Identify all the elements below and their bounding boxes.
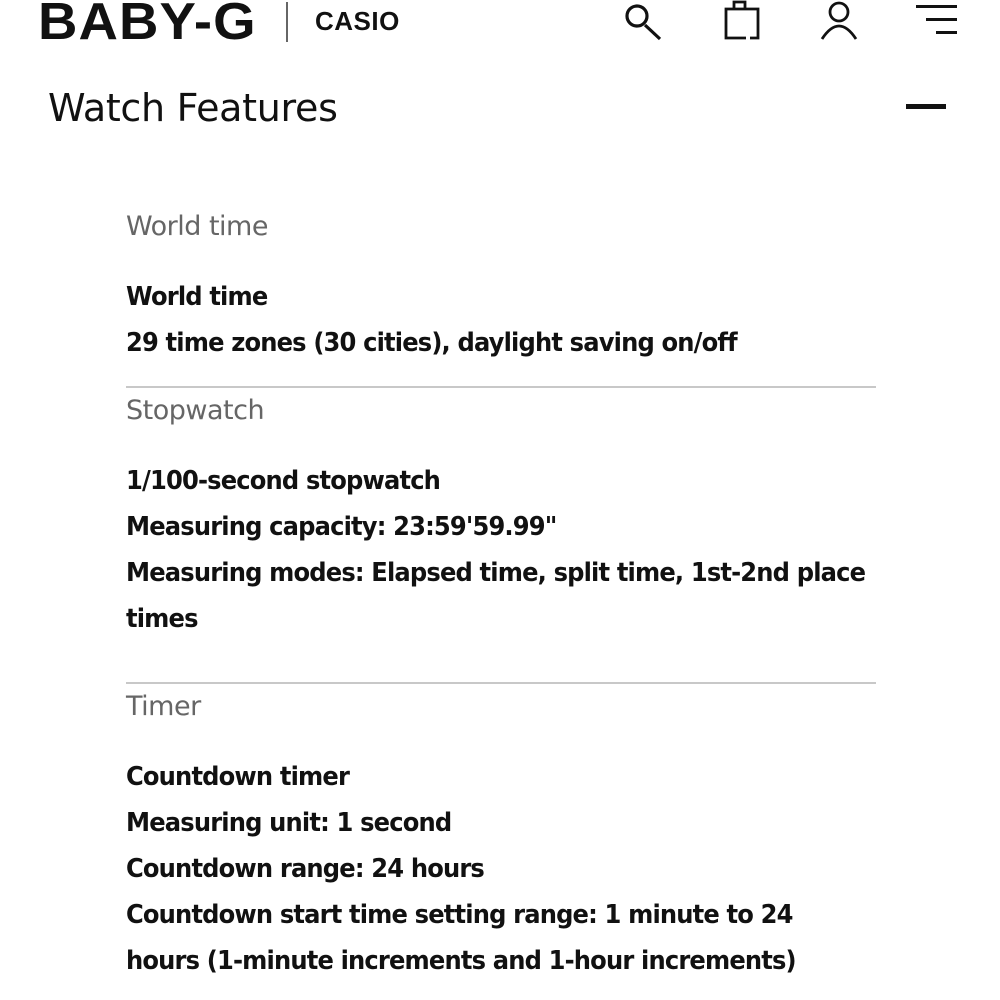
site-header xyxy=(0,0,1000,60)
logo-divider xyxy=(286,2,288,42)
feature-group-stopwatch xyxy=(126,388,876,684)
baby-g-logo[interactable]: BABY-G xyxy=(38,0,257,51)
search-icon[interactable] xyxy=(620,0,668,46)
feature-line: 1/100-second stopwatch xyxy=(126,466,441,496)
feature-line: Measuring unit: 1 second xyxy=(126,808,452,838)
account-icon[interactable] xyxy=(818,0,862,44)
feature-line: times xyxy=(126,604,198,634)
feature-line: Countdown start time setting range: 1 minute to 24 xyxy=(126,900,793,930)
feature-line: Measuring capacity: 23:59'59.99" xyxy=(126,512,557,542)
feature-line: hours (1-minute increments and 1-hour increments) xyxy=(126,946,796,976)
section-title: Watch Features xyxy=(48,86,338,130)
casio-logo[interactable]: CASIO xyxy=(315,6,400,36)
collapse-minus-icon[interactable] xyxy=(906,104,946,109)
feature-line: Countdown timer xyxy=(126,762,350,792)
feature-group-world-time xyxy=(126,204,876,388)
feature-group-timer xyxy=(126,684,876,1000)
menu-icon[interactable] xyxy=(914,0,960,40)
features-list xyxy=(126,204,876,1000)
feature-line: 29 time zones (30 cities), daylight saving on/off xyxy=(126,328,737,358)
shopping-bag-icon[interactable] xyxy=(720,0,764,44)
feature-line: Countdown range: 24 hours xyxy=(126,854,484,884)
feature-group-label: Stopwatch xyxy=(126,395,265,426)
feature-line: World time xyxy=(126,282,268,312)
feature-group-label: Timer xyxy=(126,691,201,722)
feature-line: Measuring modes: Elapsed time, split time, 1st-2nd place xyxy=(126,558,866,588)
feature-group-label: World time xyxy=(126,211,268,242)
